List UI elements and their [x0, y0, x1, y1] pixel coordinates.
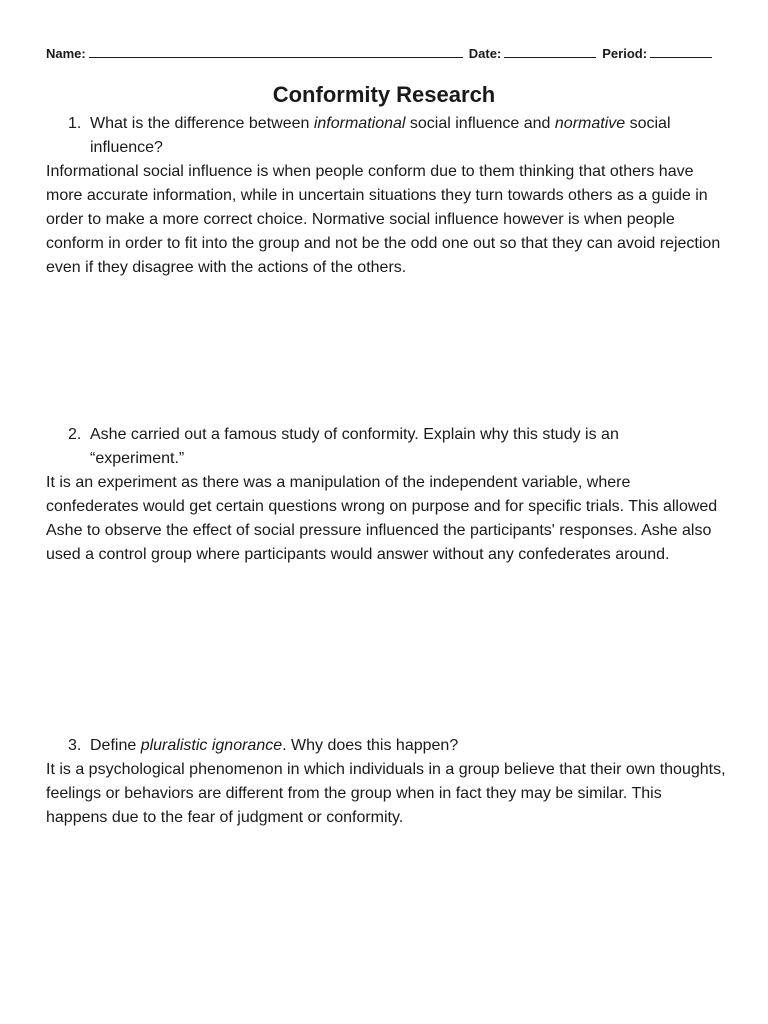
period-blank[interactable] [650, 46, 712, 58]
question-text: Ashe carried out a famous study of conformity. Explain why this study is an “experiment.” [90, 426, 619, 467]
question-text [90, 112, 698, 160]
question-number: 1. [68, 115, 82, 132]
question-text-part: What is the difference between [90, 115, 314, 132]
question-text-part: social influence and [405, 115, 555, 132]
page-title: Conformity Research [272, 82, 496, 107]
name-label: Name: [46, 46, 86, 61]
question-term-informational: informational [313, 115, 406, 132]
question-text-part: . Why does this happen? [282, 737, 459, 754]
question-text-part: Define [90, 737, 141, 754]
question-text-part: social influence? [90, 115, 671, 156]
date-blank[interactable] [504, 46, 596, 58]
question-number: 2. [68, 426, 82, 443]
date-label: Date: [468, 46, 502, 61]
question-1 [68, 112, 698, 160]
question-term-normative: normative [554, 115, 626, 132]
answer-2: It is an experiment as there was a manipulation of the independent variable, where confederates would get certain questions wrong on purpose and for specific trials. This allowed Ashe to observe the effect of social pressure influenced the participants' responses. Ashe also used a control group where participants would answer without any confederates around. [46, 474, 718, 563]
question-text [90, 734, 708, 758]
question-3 [68, 734, 708, 758]
answer-3: It is a psychological phenomenon in which individuals in a group believe that their own thoughts, feelings or behaviors are different from the group when in fact they may be similar. This happens due to the fear of judgment or conformity. [46, 761, 726, 826]
name-blank[interactable] [89, 46, 463, 58]
question-2 [68, 423, 678, 471]
period-label: Period: [602, 46, 648, 61]
answer-1: Informational social influence is when people conform due to them thinking that others have more accurate information, while in uncertain situations they turn towards others as a guide in order to make a more correct choice. Normative social influence however is when people conform in order to fit into the group and not be the odd one out so that they can avoid rejection even if they disagree with the actions of the others. [46, 163, 721, 276]
question-number: 3. [68, 737, 82, 754]
header-line [46, 46, 718, 61]
question-term-pluralistic-ignorance: pluralistic ignorance [140, 737, 283, 754]
